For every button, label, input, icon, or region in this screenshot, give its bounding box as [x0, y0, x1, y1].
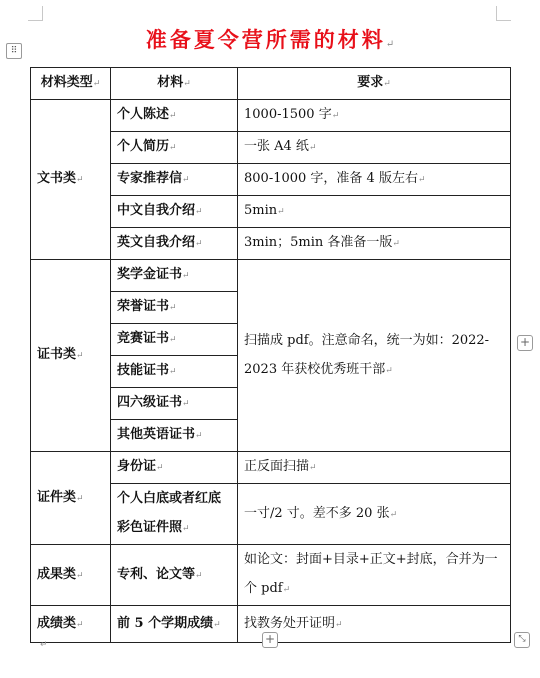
material-cell: 个人白底或者红底彩色证件照↵	[111, 484, 238, 545]
material-cell: 技能证书↵	[111, 356, 238, 388]
crop-mark-top-right	[496, 6, 511, 21]
header-requirement: 要求↵	[238, 68, 511, 100]
header-material: 材料↵	[111, 68, 238, 100]
table-row	[31, 545, 511, 606]
material-cell: 四六级证书↵	[111, 388, 238, 420]
material-cell: 荣誉证书↵	[111, 292, 238, 324]
requirement-cell: 800-1000 字，准备 4 版左右↵	[238, 164, 511, 196]
material-cell: 专利、论文等↵	[111, 545, 238, 606]
material-cell: 前 5 个学期成绩↵	[111, 606, 238, 643]
category-cell: 文书类↵	[31, 100, 111, 260]
category-cell: 证书类↵	[31, 260, 111, 452]
requirement-cell: 1000-1500 字↵	[238, 100, 511, 132]
material-cell: 中文自我介绍↵	[111, 196, 238, 228]
requirement-cell: 3min；5min 各准备一版↵	[238, 228, 511, 260]
material-cell: 其他英语证书↵	[111, 420, 238, 452]
material-cell: 专家推荐信↵	[111, 164, 238, 196]
material-cell: 竞赛证书↵	[111, 324, 238, 356]
add-column-icon[interactable]: +	[517, 335, 533, 351]
title-text: 准备夏令营所需的材料	[145, 27, 386, 52]
requirement-cell: 扫描成 pdf。注意命名，统一为如：2022-2023 年获校优秀班干部↵	[238, 260, 511, 452]
requirement-cell: 一寸/2 寸。差不多 20 张↵	[238, 484, 511, 545]
end-paragraph-mark: ↵	[40, 640, 48, 650]
material-cell: 奖学金证书↵	[111, 260, 238, 292]
crop-mark-top-left	[28, 6, 43, 21]
requirement-cell: 找教务处开证明↵	[238, 606, 511, 643]
requirement-cell: 如论文：封面+目录+正文+封底，合并为一个 pdf↵	[238, 545, 511, 606]
table-move-handle-icon[interactable]: ⠿	[6, 43, 22, 59]
header-category: 材料类型↵	[31, 68, 111, 100]
document-title: 准备夏令营所需的材料↵	[145, 27, 395, 52]
category-cell: 成绩类↵	[31, 606, 111, 643]
category-cell: 成果类↵	[31, 545, 111, 606]
requirement-cell: 5min↵	[238, 196, 511, 228]
material-cell: 身份证↵	[111, 452, 238, 484]
materials-table	[30, 67, 511, 643]
table-header-row	[31, 68, 511, 100]
requirement-cell: 正反面扫描↵	[238, 452, 511, 484]
table-row	[31, 452, 511, 484]
material-cell: 个人陈述↵	[111, 100, 238, 132]
material-cell: 英文自我介绍↵	[111, 228, 238, 260]
table-row	[31, 260, 511, 292]
material-cell: 个人简历↵	[111, 132, 238, 164]
resize-table-icon[interactable]: ⤡	[514, 632, 530, 648]
table-row	[31, 100, 511, 132]
category-cell: 证件类↵	[31, 452, 111, 545]
requirement-cell: 一张 A4 纸↵	[238, 132, 511, 164]
add-row-icon[interactable]: +	[262, 632, 278, 648]
